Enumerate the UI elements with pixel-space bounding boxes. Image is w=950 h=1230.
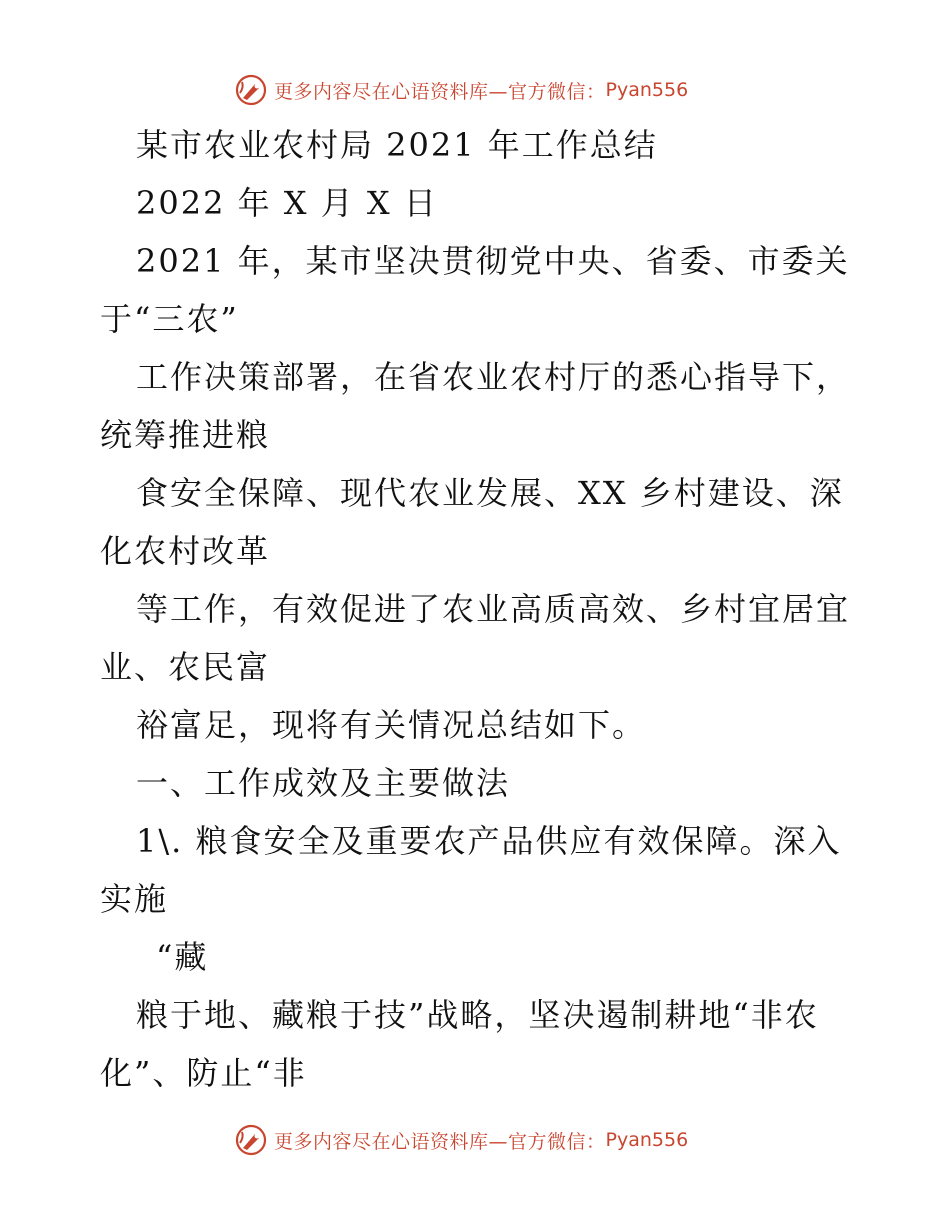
watermark-handle: Pyan556	[605, 1129, 689, 1151]
watermark-text: 更多内容尽在心语资料库—官方微信：	[274, 80, 606, 103]
document-line: 某市农业农村局 2021 年工作总结	[136, 126, 658, 164]
document-body	[100, 116, 860, 1102]
watermark-banner-bottom	[234, 1122, 688, 1158]
document-line: 实施	[100, 880, 169, 918]
document-line: 裕富足，现将有关情况总结如下。	[136, 706, 647, 744]
document-line: 于“三农”	[100, 300, 239, 338]
document-line: 化”、防止“非	[100, 1054, 307, 1092]
watermark-handle: Pyan556	[605, 79, 689, 101]
document-line: 业、农民富	[100, 648, 271, 686]
document-line: 食安全保障、现代农业发展、XX 乡村建设、深	[136, 474, 844, 512]
document-line: 一、工作成效及主要做法	[136, 764, 511, 802]
document-line: 等工作，有效促进了农业高质高效、乡村宜居宜	[136, 590, 851, 628]
watermark-banner-top	[234, 72, 688, 108]
document-line: 2022 年 X 月 X 日	[136, 184, 438, 222]
pen-nib-circle-icon	[234, 73, 268, 107]
pen-nib-circle-icon	[234, 1123, 268, 1157]
document-line: 统筹推进粮	[100, 416, 271, 454]
watermark-text: 更多内容尽在心语资料库—官方微信：	[274, 1130, 606, 1153]
document-line: 粮于地、藏粮于技”战略，坚决遏制耕地“非农	[136, 996, 819, 1034]
document-line: 1\. 粮食安全及重要农产品供应有效保障。深入	[136, 822, 842, 860]
document-line: 2021 年，某市坚决贯彻党中央、省委、市委关	[136, 242, 850, 280]
document-line: 工作决策部署，在省农业农村厅的悉心指导下，	[136, 358, 851, 396]
document-line: 化农村改革	[100, 532, 271, 570]
document-line: “藏	[156, 938, 209, 976]
